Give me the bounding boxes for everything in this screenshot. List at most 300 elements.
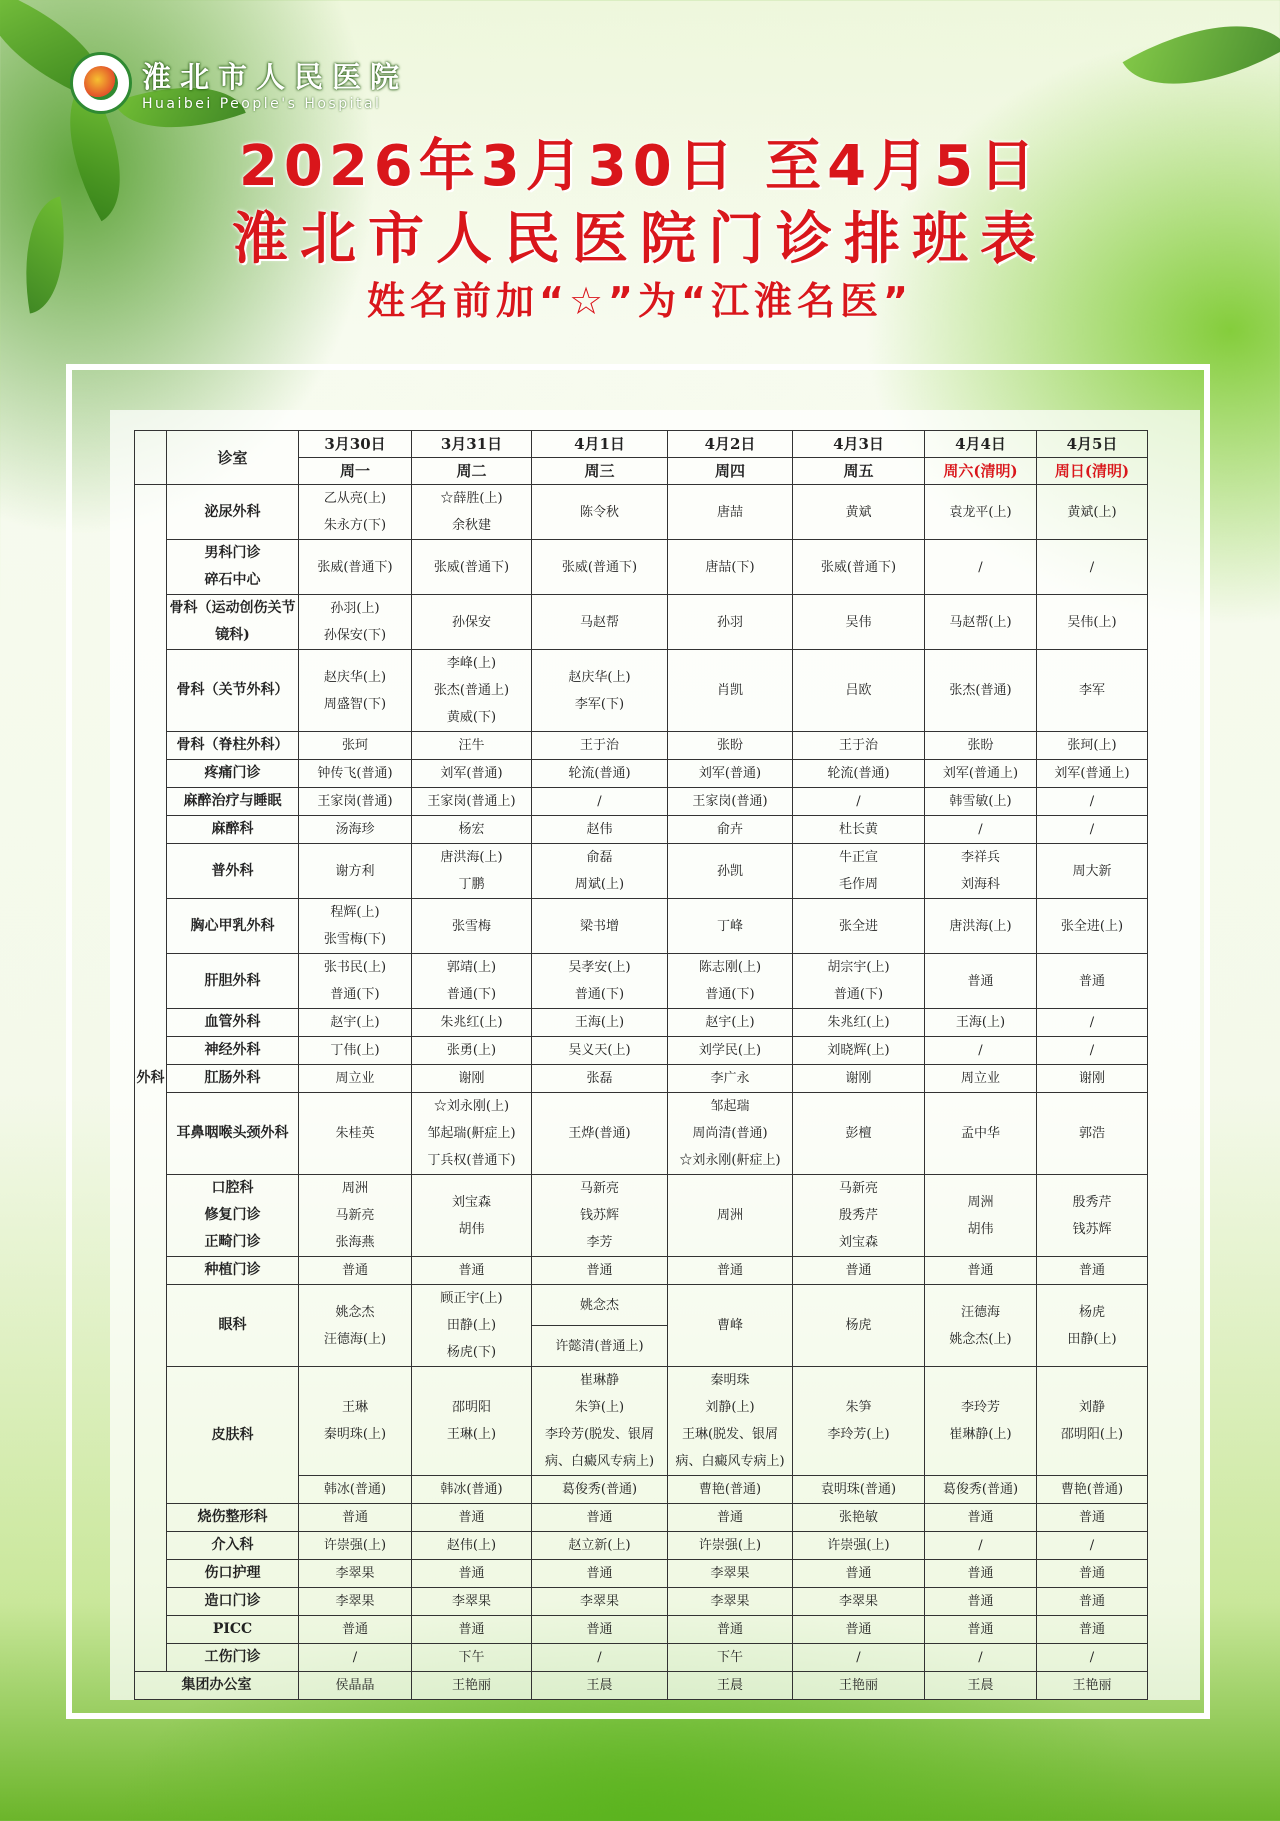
schedule-cell: [925, 954, 1037, 1009]
department-name: [167, 595, 299, 650]
schedule-entry: /: [978, 1538, 983, 1553]
schedule-cell: [412, 1037, 532, 1065]
schedule-entry: 秦明珠: [710, 1373, 750, 1388]
schedule-cell: [668, 1037, 793, 1065]
header-weekday: 周六(清明): [925, 458, 1037, 485]
schedule-entry: 朱桂英: [335, 1126, 375, 1141]
schedule-entry: 曹艳(普通): [698, 1482, 762, 1497]
schedule-entry: 普通(下): [574, 987, 625, 1002]
schedule-cell: [1037, 1093, 1148, 1175]
schedule-entry: 肛肠外科: [204, 1070, 261, 1086]
schedule-cell: [668, 760, 793, 788]
schedule-entry: 马新亮: [838, 1181, 878, 1196]
schedule-cell: [412, 1616, 532, 1644]
schedule-cell: [412, 1093, 532, 1175]
schedule-entry: 张磊: [586, 1071, 613, 1086]
schedule-entry: 骨科（运动创伤关节镜科): [169, 600, 296, 643]
schedule-cell: [925, 1588, 1037, 1616]
schedule-entry: 李翠果: [451, 1594, 491, 1609]
schedule-cell: [412, 816, 532, 844]
header-weekday: 周二: [412, 458, 532, 485]
schedule-cell: [532, 732, 668, 760]
header-corner: 诊室: [167, 431, 299, 485]
table-row: [135, 899, 1148, 954]
schedule-entry: 杨虎: [845, 1318, 872, 1333]
department-name: [167, 788, 299, 816]
schedule-entry: 介入科: [211, 1537, 254, 1553]
schedule-cell: [532, 1009, 668, 1037]
schedule-cell: [793, 1367, 925, 1476]
schedule-entry: 崔琳静: [579, 1373, 619, 1388]
schedule-entry: 乙从亮(上): [323, 491, 387, 506]
schedule-entry: 丁伟(上): [330, 1043, 380, 1058]
schedule-entry: 普通: [341, 1263, 368, 1278]
schedule-cell: [532, 485, 668, 540]
schedule-entry: 朱兆红(上): [827, 1015, 890, 1030]
department-name: [167, 1560, 299, 1588]
schedule-entry: 赵庆华(上): [568, 669, 631, 685]
schedule-cell: [668, 650, 793, 732]
leaf-decoration: [1123, 0, 1280, 123]
schedule-cell: [532, 540, 668, 595]
schedule-entry: 王艳丽: [838, 1678, 878, 1693]
schedule-cell: [668, 732, 793, 760]
schedule-entry: 张海燕: [335, 1235, 375, 1250]
schedule-cell: [1037, 1037, 1148, 1065]
schedule-entry: 下午: [458, 1650, 485, 1665]
schedule-cell: [793, 1257, 925, 1285]
schedule-cell: [1037, 1504, 1148, 1532]
schedule-cell: [925, 732, 1037, 760]
department-name: [167, 1588, 299, 1616]
schedule-cell: [793, 1588, 925, 1616]
schedule-entry: 葛俊秀(普通): [942, 1482, 1019, 1497]
schedule-cell: [925, 650, 1037, 732]
schedule-entry: 普通: [586, 1510, 613, 1525]
schedule-cell: [1037, 1175, 1148, 1257]
schedule-cell: [532, 1065, 668, 1093]
schedule-cell: [668, 844, 793, 899]
schedule-entry: 正畸门诊: [204, 1234, 261, 1250]
schedule-entry: 谢刚: [1078, 1071, 1105, 1086]
schedule-entry: 张杰(普通上): [433, 683, 510, 698]
schedule-entry: 朱笋(上): [574, 1400, 625, 1415]
schedule-cell: [793, 1037, 925, 1065]
schedule-entry: ☆刘永刚(鼾症上): [679, 1153, 781, 1168]
schedule-cell: [532, 1175, 668, 1257]
schedule-cell: [299, 954, 412, 1009]
schedule-cell: [299, 1532, 412, 1560]
schedule-cell: [412, 1532, 532, 1560]
department-name: [167, 1504, 299, 1532]
header-date: 3月30日: [299, 431, 412, 458]
schedule-cell: [925, 1065, 1037, 1093]
schedule-cell: [1037, 788, 1148, 816]
schedule-entry: 周斌(上): [574, 877, 625, 892]
schedule-cell: [793, 760, 925, 788]
department-name: [167, 1037, 299, 1065]
table-row: [135, 1037, 1148, 1065]
schedule-entry: 普通: [586, 1566, 613, 1581]
header-blank: [135, 431, 167, 485]
schedule-entry: 朱兆红(上): [440, 1015, 503, 1030]
schedule-cell: [532, 650, 668, 732]
schedule-entry: 张全进: [838, 918, 878, 934]
schedule-entry: 杨宏: [458, 822, 485, 837]
schedule-cell: [1037, 954, 1148, 1009]
schedule-entry: 麻醉治疗与睡眠: [183, 793, 282, 809]
schedule-entry: 王晨: [967, 1678, 994, 1693]
schedule-cell: [299, 816, 412, 844]
schedule-cell: [668, 1616, 793, 1644]
department-name: [167, 485, 299, 540]
schedule-entry: 血管外科: [204, 1014, 261, 1030]
schedule-cell: [793, 1644, 925, 1672]
schedule-entry: 王艳丽: [1072, 1678, 1112, 1693]
schedule-cell: [668, 540, 793, 595]
schedule-entry: 姚念杰: [579, 1297, 619, 1313]
schedule-cell: [1037, 1476, 1148, 1504]
schedule-cell: [299, 1285, 412, 1367]
schedule-entry: 钱苏辉: [579, 1208, 619, 1223]
schedule-entry: 唐洪海(上): [440, 850, 503, 865]
schedule-entry: 张全进(上): [1060, 918, 1124, 934]
schedule-cell: [793, 816, 925, 844]
schedule-cell: [1037, 899, 1148, 954]
schedule-cell: [532, 1257, 668, 1285]
schedule-entry: 普通: [1078, 973, 1105, 989]
schedule-cell: [925, 1093, 1037, 1175]
schedule-entry: /: [1089, 822, 1095, 837]
table-row: [135, 1644, 1148, 1672]
header-weekday: 周日(清明): [1037, 458, 1148, 485]
schedule-entry: 余秋建: [451, 518, 491, 533]
schedule-entry: 碎石中心: [204, 572, 261, 588]
schedule-cell: [1037, 1644, 1148, 1672]
schedule-entry: 种植门诊: [204, 1262, 261, 1278]
schedule-entry: 杨虎(下): [446, 1345, 497, 1360]
schedule-entry: 王琳: [341, 1400, 368, 1415]
schedule-cell: [532, 1616, 668, 1644]
schedule-entry: PICC: [212, 1621, 253, 1637]
schedule-entry: 王琳(脱发、银屑: [681, 1427, 779, 1442]
schedule-cell: [793, 1009, 925, 1037]
schedule-cell: [532, 899, 668, 954]
schedule-cell: [1037, 485, 1148, 540]
schedule-entry: /: [978, 1650, 983, 1665]
schedule-entry: 袁龙平(上): [949, 504, 1012, 520]
schedule-entry: 普通: [1078, 1622, 1105, 1637]
table-row: [135, 1093, 1148, 1175]
schedule-cell: [299, 1588, 412, 1616]
table-row: [135, 1257, 1148, 1285]
department-name: [167, 1175, 299, 1257]
schedule-entry: 王于治: [579, 738, 619, 753]
schedule-entry: 胸心甲乳外科: [190, 917, 275, 934]
schedule-cell: [1037, 595, 1148, 650]
schedule-cell: [1037, 1065, 1148, 1093]
schedule-entry: 袁明珠(普通): [820, 1482, 897, 1497]
schedule-cell: [1037, 844, 1148, 899]
schedule-entry: 曹峰: [716, 1318, 743, 1333]
schedule-entry: 韩冰(普通): [440, 1482, 503, 1497]
schedule-entry: 刘军(普通): [698, 766, 762, 781]
schedule-entry: 刘军(普通上): [942, 766, 1019, 781]
schedule-cell: [668, 1257, 793, 1285]
schedule-entry: 彭檀: [845, 1126, 872, 1141]
schedule-cell: [668, 1175, 793, 1257]
schedule-cell: [668, 1644, 793, 1672]
schedule-entry: 普通: [341, 1622, 368, 1637]
schedule-cell: [668, 595, 793, 650]
header-weekday: 周三: [532, 458, 668, 485]
schedule-cell: [412, 954, 532, 1009]
schedule-entry: 赵伟: [586, 822, 613, 837]
table-row: [135, 1672, 1148, 1700]
schedule-cell: [412, 1257, 532, 1285]
schedule-cell: [793, 1504, 925, 1532]
schedule-cell: [532, 1326, 668, 1367]
schedule-entry: 刘宝森: [838, 1235, 878, 1250]
department-name: [167, 1367, 299, 1504]
schedule-cell: [925, 485, 1037, 540]
schedule-entry: 普通: [586, 1622, 613, 1637]
schedule-entry: 普通(下): [446, 987, 497, 1002]
header-weekday: 周五: [793, 458, 925, 485]
department-name: [167, 760, 299, 788]
schedule-entry: 王艳丽: [451, 1678, 491, 1693]
schedule-entry: 俞卉: [716, 822, 743, 837]
table-row: [135, 1367, 1148, 1476]
schedule-entry: 普通: [458, 1622, 485, 1637]
schedule-entry: 王海(上): [574, 1015, 625, 1030]
schedule-entry: 周大新: [1072, 863, 1112, 879]
schedule-entry: /: [856, 794, 861, 809]
table-row: [135, 1009, 1148, 1037]
schedule-entry: 病、白癜风专病上): [675, 1454, 785, 1469]
schedule-entry: 邵明阳: [451, 1400, 491, 1415]
schedule-entry: 轮流(普通): [827, 766, 890, 781]
schedule-cell: [793, 650, 925, 732]
schedule-entry: 李翠果: [335, 1594, 375, 1609]
schedule-cell: [412, 1285, 532, 1367]
schedule-cell: [1037, 1367, 1148, 1476]
schedule-cell: [793, 595, 925, 650]
schedule-cell: [1037, 1285, 1148, 1367]
schedule-entry: /: [978, 822, 983, 837]
schedule-entry: 谢方利: [335, 863, 375, 879]
schedule-cell: [793, 1616, 925, 1644]
schedule-entry: 汪德海(上): [323, 1331, 387, 1347]
schedule-entry: 普外科: [211, 862, 254, 879]
schedule-cell: [412, 844, 532, 899]
schedule-cell: [532, 1093, 668, 1175]
table-row: [135, 954, 1148, 1009]
table-row: [135, 1065, 1148, 1093]
table-row: [135, 1560, 1148, 1588]
schedule-entry: 下午: [716, 1650, 743, 1665]
department-name: [167, 732, 299, 760]
schedule-entry: 刘宝森: [451, 1194, 491, 1210]
schedule-entry: 王海(上): [955, 1015, 1006, 1030]
schedule-entry: 修复门诊: [204, 1207, 261, 1223]
schedule-entry: 周盛智(下): [323, 696, 387, 712]
schedule-entry: 普通: [967, 973, 994, 989]
schedule-entry: 黄威(下): [446, 710, 497, 725]
schedule-entry: 骨科（关节外科）: [176, 682, 289, 698]
schedule-entry: 王琳(上): [446, 1427, 497, 1442]
schedule-cell: [532, 1037, 668, 1065]
schedule-entry: 顾正宇(上): [440, 1291, 503, 1306]
schedule-entry: 周立业: [335, 1071, 375, 1086]
schedule-cell: [532, 954, 668, 1009]
schedule-cell: [532, 595, 668, 650]
department-name: [167, 540, 299, 595]
schedule-cell: [299, 1644, 412, 1672]
department-name: [167, 650, 299, 732]
header-date: 3月31日: [412, 431, 532, 458]
famous-doctor-note: 姓名前加“☆”为“江淮名医”: [367, 279, 913, 323]
schedule-entry: 李玲芳: [960, 1400, 1000, 1415]
schedule-entry: 马赵帮: [579, 614, 619, 630]
schedule-entry: 曹艳(普通): [1060, 1482, 1124, 1497]
schedule-entry: 王于治: [838, 738, 878, 753]
table-row: [135, 595, 1148, 650]
schedule-entry: 周立业: [960, 1071, 1000, 1086]
schedule-entry: 牛正宣: [838, 850, 878, 865]
schedule-cell: [412, 760, 532, 788]
table-row: [135, 844, 1148, 899]
schedule-entry: 俞磊: [586, 850, 613, 865]
schedule-entry: 孙保安: [451, 614, 491, 630]
schedule-cell: [532, 844, 668, 899]
schedule-cell: [668, 1504, 793, 1532]
schedule-entry: 胡伟: [458, 1221, 485, 1237]
schedule-entry: 丁鹏: [458, 877, 485, 892]
schedule-cell: [793, 1093, 925, 1175]
header-row-dates: [135, 431, 1148, 458]
schedule-entry: 郭靖(上): [446, 960, 497, 975]
schedule-entry: 唐喆: [716, 504, 743, 520]
schedule-cell: [412, 1672, 532, 1700]
schedule-entry: 张雪梅: [451, 918, 491, 934]
table-row: [135, 1616, 1148, 1644]
schedule-entry: 张珂(上): [1067, 738, 1117, 753]
schedule-entry: 陈令秋: [579, 504, 619, 520]
schedule-cell: [668, 1367, 793, 1476]
schedule-entry: 谢刚: [458, 1071, 485, 1086]
schedule-entry: 周洲: [341, 1181, 368, 1196]
schedule-entry: 钟传飞(普通): [317, 766, 393, 781]
schedule-entry: 秦明珠(上): [323, 1427, 387, 1442]
schedule-entry: 殷秀芹: [838, 1208, 878, 1223]
schedule-entry: 骨科（脊柱外科）: [176, 737, 289, 753]
schedule-entry: 许懿清(普通上): [555, 1338, 644, 1354]
schedule-entry: 钱苏辉: [1072, 1221, 1112, 1237]
schedule-entry: /: [1089, 1650, 1095, 1665]
schedule-entry: 赵立新(上): [568, 1538, 631, 1553]
schedule-entry: 许崇强(上): [827, 1538, 890, 1553]
hospital-logo: [70, 52, 408, 114]
schedule-entry: 姚念杰(上): [949, 1331, 1012, 1347]
schedule-cell: [793, 954, 925, 1009]
department-name: [167, 1065, 299, 1093]
schedule-entry: 韩雪敏(上): [949, 794, 1012, 809]
schedule-entry: 李翠果: [579, 1594, 619, 1609]
schedule-cell: [412, 1065, 532, 1093]
schedule-entry: 王家岗(普通): [317, 794, 393, 809]
schedule-entry: 周尚清(普通): [692, 1126, 768, 1141]
schedule-entry: 赵宇(上): [330, 1015, 380, 1030]
schedule-cell: [532, 1644, 668, 1672]
schedule-entry: 韩冰(普通): [323, 1482, 387, 1497]
department-name: [167, 1257, 299, 1285]
schedule-entry: 丁峰: [716, 918, 743, 934]
schedule-cell: [532, 1532, 668, 1560]
schedule-cell: [793, 1065, 925, 1093]
schedule-cell: [412, 899, 532, 954]
schedule-cell: [793, 1560, 925, 1588]
schedule-cell: [412, 1367, 532, 1476]
schedule-entry: /: [1089, 794, 1095, 809]
schedule-entry: 马新亮: [579, 1181, 619, 1196]
schedule-entry: 陈志刚(上): [698, 960, 762, 975]
schedule-cell: [299, 1257, 412, 1285]
schedule-cell: [1037, 1257, 1148, 1285]
schedule-entry: ☆薛胜(上): [440, 491, 503, 506]
schedule-entry: 普通: [845, 1263, 872, 1278]
table-row: [135, 1285, 1148, 1326]
schedule-cell: [1037, 1532, 1148, 1560]
schedule-entry: 吴伟: [845, 614, 872, 630]
schedule-entry: 吴伟(上): [1067, 614, 1117, 630]
schedule-entry: 耳鼻咽喉头颈外科: [176, 1125, 289, 1141]
schedule-entry: 李翠果: [335, 1566, 375, 1581]
table-row: [135, 732, 1148, 760]
schedule-cell: [668, 1009, 793, 1037]
schedule-cell: [299, 650, 412, 732]
schedule-entry: 马新亮: [335, 1208, 375, 1223]
schedule-entry: 普通: [1078, 1263, 1105, 1278]
schedule-entry: 杜长黄: [838, 822, 878, 837]
schedule-entry: 谢刚: [845, 1071, 872, 1086]
department-name: [167, 1616, 299, 1644]
table-row: [135, 816, 1148, 844]
schedule-entry: /: [597, 1650, 602, 1665]
schedule-entry: 黄斌: [845, 504, 872, 520]
schedule-cell: [532, 1672, 668, 1700]
schedule-entry: 汪德海: [960, 1304, 1000, 1320]
schedule-cell: [925, 1672, 1037, 1700]
table-row: [135, 1588, 1148, 1616]
header-date: 4月2日: [668, 431, 793, 458]
schedule-cell: [532, 1588, 668, 1616]
schedule-entry: 许崇强(上): [698, 1538, 762, 1553]
schedule-cell: [793, 485, 925, 540]
schedule-cell: [793, 844, 925, 899]
schedule-entry: 赵宇(上): [705, 1015, 755, 1030]
schedule-cell: [299, 788, 412, 816]
schedule-entry: 王晨: [716, 1678, 743, 1693]
schedule-entry: 普通: [341, 1510, 368, 1525]
department-name: [167, 954, 299, 1009]
department-name: [167, 1644, 299, 1672]
schedule-entry: 周洲: [716, 1208, 743, 1223]
schedule-cell: [793, 788, 925, 816]
department-name: [167, 1009, 299, 1037]
schedule-entry: 殷秀芹: [1072, 1194, 1112, 1210]
schedule-cell: [532, 1560, 668, 1588]
